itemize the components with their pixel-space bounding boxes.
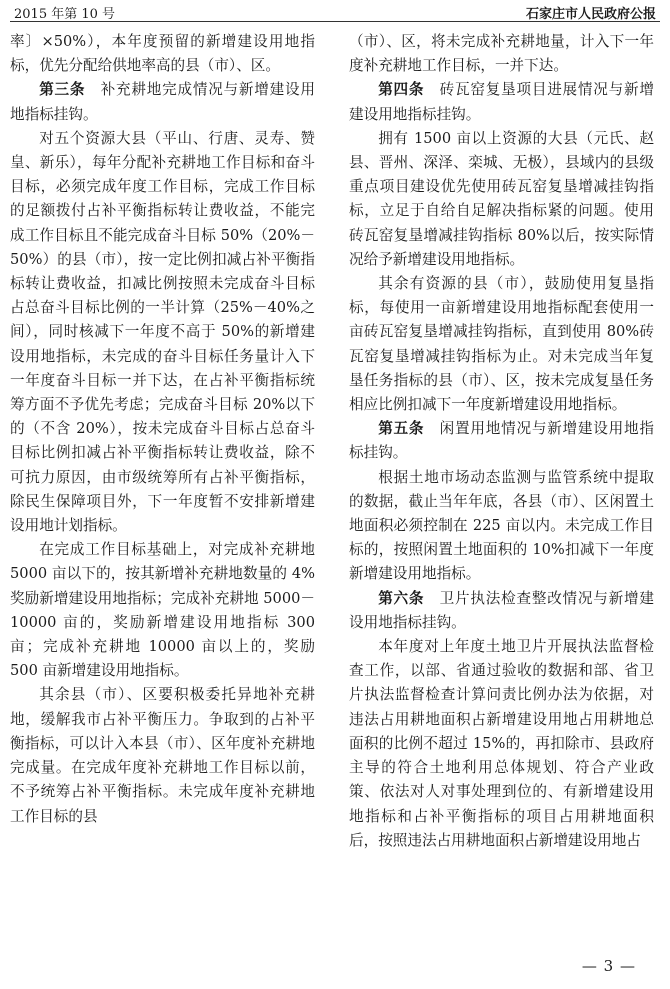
paragraph: 拥有 1500 亩以上资源的大县（元氏、赵县、晋州、深泽、栾城、无极），县域内的县级重点项目建设优先使用砖瓦窑复垦增减挂钩指标，立足于自给自足解决指标紧的问题。使用砖瓦窑复垦增减挂钩指标 80%以后，按实际情况给予新增建设用地指标。 — [349, 129, 654, 268]
article-heading-4: 第四条 砖瓦窑复垦项目进展情况与新增建设用地指标挂钩。 — [349, 81, 654, 123]
header-divider — [10, 21, 660, 22]
publication-title: 石家庄市人民政府公报 — [525, 7, 656, 22]
paragraph: （市）、区，将未完成补充耕地量，计入下一年度补充耕地工作目标，一并下达。 — [349, 33, 654, 75]
paragraph: 其余有资源的县（市），鼓励使用复垦指标，每使用一亩新增建设用地指标配套使用一亩砖瓦窑复垦增减挂钩指标，直到使用 80%砖瓦窑复垦增减挂钩指标为止。对未完成当年复垦任务指标的县（市）、区，按未完成复垦任务相应比例扣减下一年度新增建设用地指标。 — [349, 275, 654, 414]
paragraph: 对五个资源大县（平山、行唐、灵寿、赞皇、新乐），每年分配补充耕地工作目标和奋斗目标，必须完成年度工作目标，完成工作目标的足额拨付占补平衡指标转让费收益，不能完成工作目标且不能完成奋斗目标 50%（20%－50%）的县（市），按一定比例扣减占补平衡指标转让费收益，扣减比例按照未完成奋斗目标占总奋斗目标比例的一半计算（25%－40%之间），同时核减下一年度不高于 50%的新增建设用地指标，未完成的奋斗目标任务量计入下一年度奋斗目标一并下达，在占补平衡指标统筹方面不予优先考虑；完成奋斗目标 20%以下的（不含 20%），按未完成奋斗目标占总奋斗目标比例扣减占补平衡指标转让费收益，除不可抗力原因，由市级统筹所有占补平衡指标，除民生保障项目外，下一年度暂不安排新增建设用地计划指标。 — [10, 129, 315, 535]
page-header — [0, 0, 670, 22]
article-number: 第四条 — [378, 81, 425, 99]
right-column — [349, 30, 654, 853]
article-number: 第六条 — [378, 589, 425, 607]
issue-label: 2015 年第 10 号 — [14, 7, 116, 22]
article-number: 第三条 — [39, 81, 86, 99]
paragraph: 根据土地市场动态监测与监管系统中提取的数据，截止当年年底，各县（市）、区闲置土地面积必须控制在 225 亩以内。未完成工作目标的，按照闲置土地面积的 10%扣减下一年度新增建设用地指标。 — [349, 468, 654, 583]
paragraph: 在完成工作目标基础上，对完成补充耕地 5000 亩以下的，按其新增补充耕地数量的 4%奖励新增建设用地指标；完成补充耕地 5000－10000 亩的，奖励新增建设用地指标 300 亩；完成补充耕地 10000 亩以上的，奖励 500 亩新增建设用地指标。 — [10, 541, 315, 680]
article-heading-3: 第三条 补充耕地完成情况与新增建设用地指标挂钩。 — [10, 81, 315, 123]
paragraph: 本年度对上年度土地卫片开展执法监督检查工作，以部、省通过验收的数据和部、省卫片执法监督检查计算问责比例办法为依据，对违法占用耕地面积占新增建设用地占用耕地总面积的比例不超过 15%的，再扣除市、县政府主导的符合土地利用总体规划、符合产业政策、依法对人对事处理到位的、有新增建设用地指标和占补平衡指标的项目占用耕地面积后，按照违法占用耕地面积占新增建设用地占 — [349, 638, 654, 849]
left-column — [10, 30, 315, 829]
paragraph: 率〕×50%），本年度预留的新增建设用地指标，优先分配给供地率高的县（市）、区。 — [10, 33, 315, 75]
paragraph: 其余县（市）、区要积极委托异地补充耕地，缓解我市占补平衡压力。争取到的占补平衡指标，可以计入本县（市）、区年度补充耕地完成量。在完成年度补充耕地工作目标以前，不予统筹占补平衡指标。未完成年度补充耕地工作目标的县 — [10, 686, 315, 825]
article-heading-6: 第六条 卫片执法检查整改情况与新增建设用地指标挂钩。 — [349, 589, 654, 631]
article-heading-5: 第五条 闲置用地情况与新增建设用地指标挂钩。 — [349, 420, 654, 462]
page-number: — 3 — — [581, 957, 636, 975]
article-number: 第五条 — [378, 420, 425, 438]
